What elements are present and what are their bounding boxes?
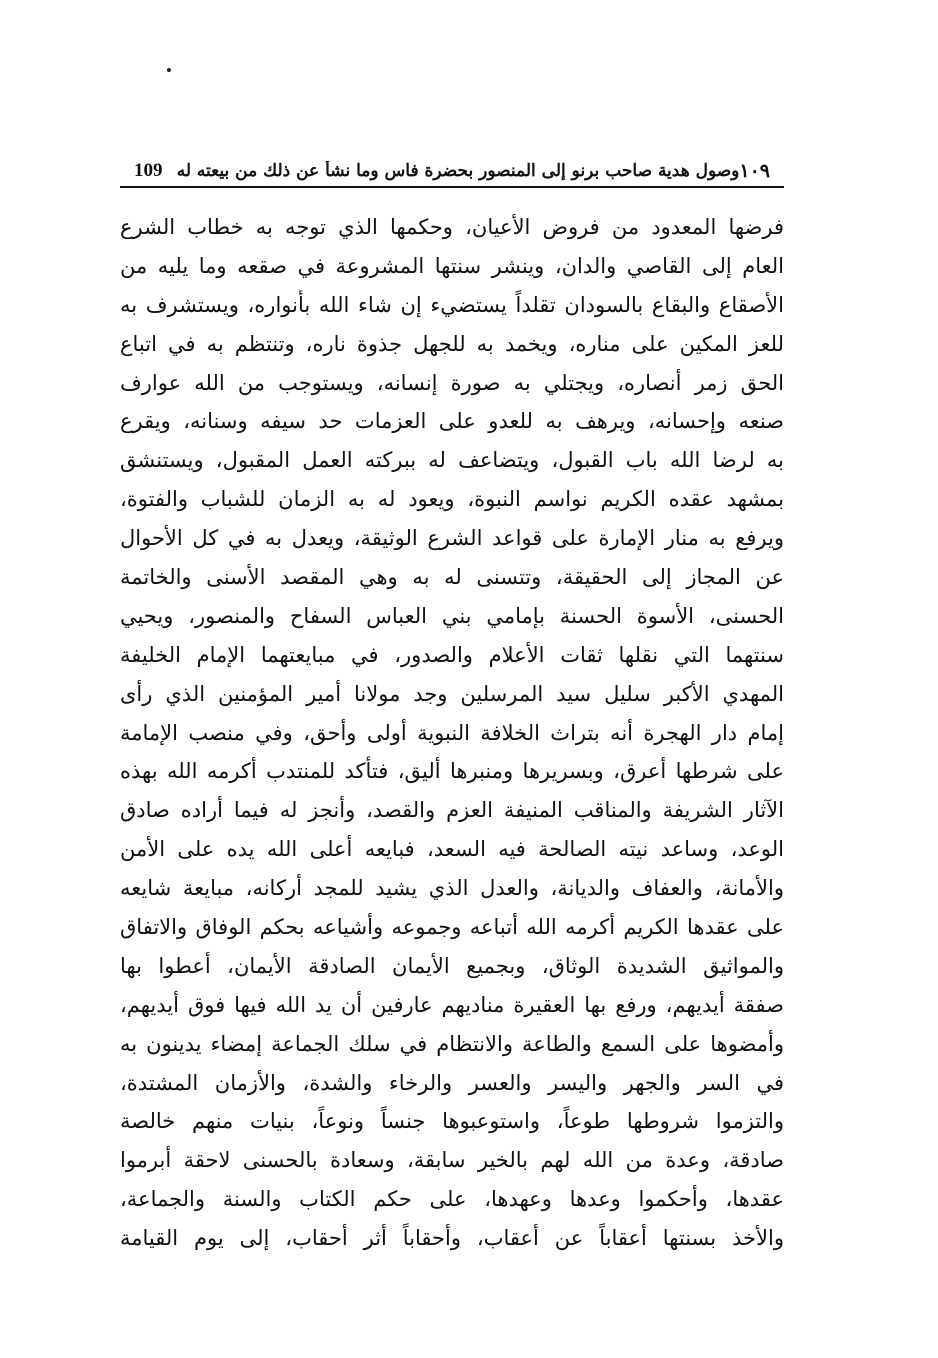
text-line: والتزموا شروطها طوعاً، واستوعبوها جنساً ونوعاً، بنيات منهم خالصة — [120, 1109, 784, 1134]
text-line: الحسنى، الأسوة الحسنة بإمامي بني العباس السفاح والمنصور، ويحيي — [120, 603, 784, 628]
text-line: والمواثيق الشديدة الوثاق، وبجميع الأيمان الصادقة الأيمان، أعطوا بها — [120, 953, 784, 978]
text-line: عن المجاز إلى الحقيقة، وتتسنى له به وهي المقصد الأسنى والخاتمة — [120, 565, 784, 590]
text-line: بمشهد عقده الكريم نواسم النبوة، ويعود له به الزمان للشباب والفتوة، — [120, 487, 784, 512]
page-number-latin: 109 — [134, 160, 163, 181]
text-line: على شرطها أعرق، وبسريرها ومنبرها أليق، فتأكد للمنتدب أكرمه الله بهذه — [120, 759, 784, 784]
text-line: الحق زمر أنصاره، ويجتلي به صورة إنسانه، ويستوجب من الله عوارف — [120, 370, 784, 395]
text-line: والأخذ بسنتها أعقاباً عن أعقاب، وأحقاباً أثر أحقاب، إلى يوم القيامة — [120, 1226, 784, 1251]
text-line: على عقدها الكريم أكرمه الله أتباعه وجموعه وأشياعه بحكم الوفاق والاتفاق — [120, 915, 784, 940]
text-line: وأمضوها على السمع والطاعة والانتظام في سلك الجماعة إمضاء يدينون به — [120, 1031, 784, 1056]
body-text — [120, 208, 784, 1258]
text-line: الأصقاع والبقاع بالسودان تقلداً يستضيء إن شاء الله بأنواره، ويستشرف به — [120, 292, 784, 317]
text-line: فرضها المعدود من فروض الأعيان، وحكمها الذي توجه به خطاب الشرع — [120, 215, 784, 239]
running-title: وصول هدية صاحب برنو إلى المنصور بحضرة فاس وما نشأ عن ذلك من بيعته له — [176, 161, 740, 181]
text-line: المهدي الأكبر سليل سيد المرسلين وجد مولانا أمير المؤمنين الذي رأى — [120, 681, 784, 706]
ink-speck — [167, 68, 171, 72]
text-line: إمام دار الهجرة أنه بتراث الخلافة النبوية أولى وأحق، وفي منصب الإمامة — [120, 720, 784, 745]
text-line: والأمانة، والعفاف والديانة، والعدل الذي يشيد للمجد أركانه، مبايعة شايعه — [120, 876, 784, 901]
text-line: صفقة أيديهم، ورفع بها العقيرة مناديهم عارفين أن يد الله فيها فوق أيديهم، — [120, 992, 784, 1017]
page-number-arabic: ١٠٩ — [739, 160, 770, 182]
text-line: في السر والجهر واليسر والعسر والرخاء والشدة، والأزمان المشتدة، — [120, 1070, 784, 1095]
text-line: ويرفع به منار الإمارة على قواعد الشرع الوثيقة، ويعدل به في كل الأحوال — [120, 526, 784, 551]
text-line: عقدها، وأحكموا وعدها وعهدها، على حكم الكتاب والسنة والجماعة، — [120, 1187, 784, 1212]
text-line: الآثار الشريفة والمناقب المنيفة العزم والقصد، وأنجز له فيما أراده صادق — [120, 798, 784, 823]
text-line: صادقة، وعدة من الله لهم بالخير سابقة، وسعادة بالحسنى لاحقة أبرموا — [120, 1148, 784, 1173]
text-line: صنعه وإحسانه، ويرهف به للعدو على العزمات حد سيفه وسنانه، ويقرع — [120, 409, 784, 434]
text-line: سنتهما التي نقلها ثقات الأعلام والصدور، في مبايعتهما الإمام الخليفة — [120, 642, 784, 667]
text-line: الوعد، وساعد نيته الصالحة فيه السعد، فبايعه أعلى الله يده على الأمن — [120, 837, 784, 862]
text-line: للعز المكين على مناره، ويخمد به للجهل جذوة ناره، وتنتظم به في اتباع — [120, 331, 784, 356]
running-header — [120, 156, 784, 188]
text-line: به لرضا الله باب القبول، ويتضاعف له ببركته العمل المقبول، ويستنشق — [120, 448, 784, 473]
text-line: العام إلى القاصي والدان، وينشر سنتها المشروعة في صقعه وما يليه من — [120, 253, 784, 278]
